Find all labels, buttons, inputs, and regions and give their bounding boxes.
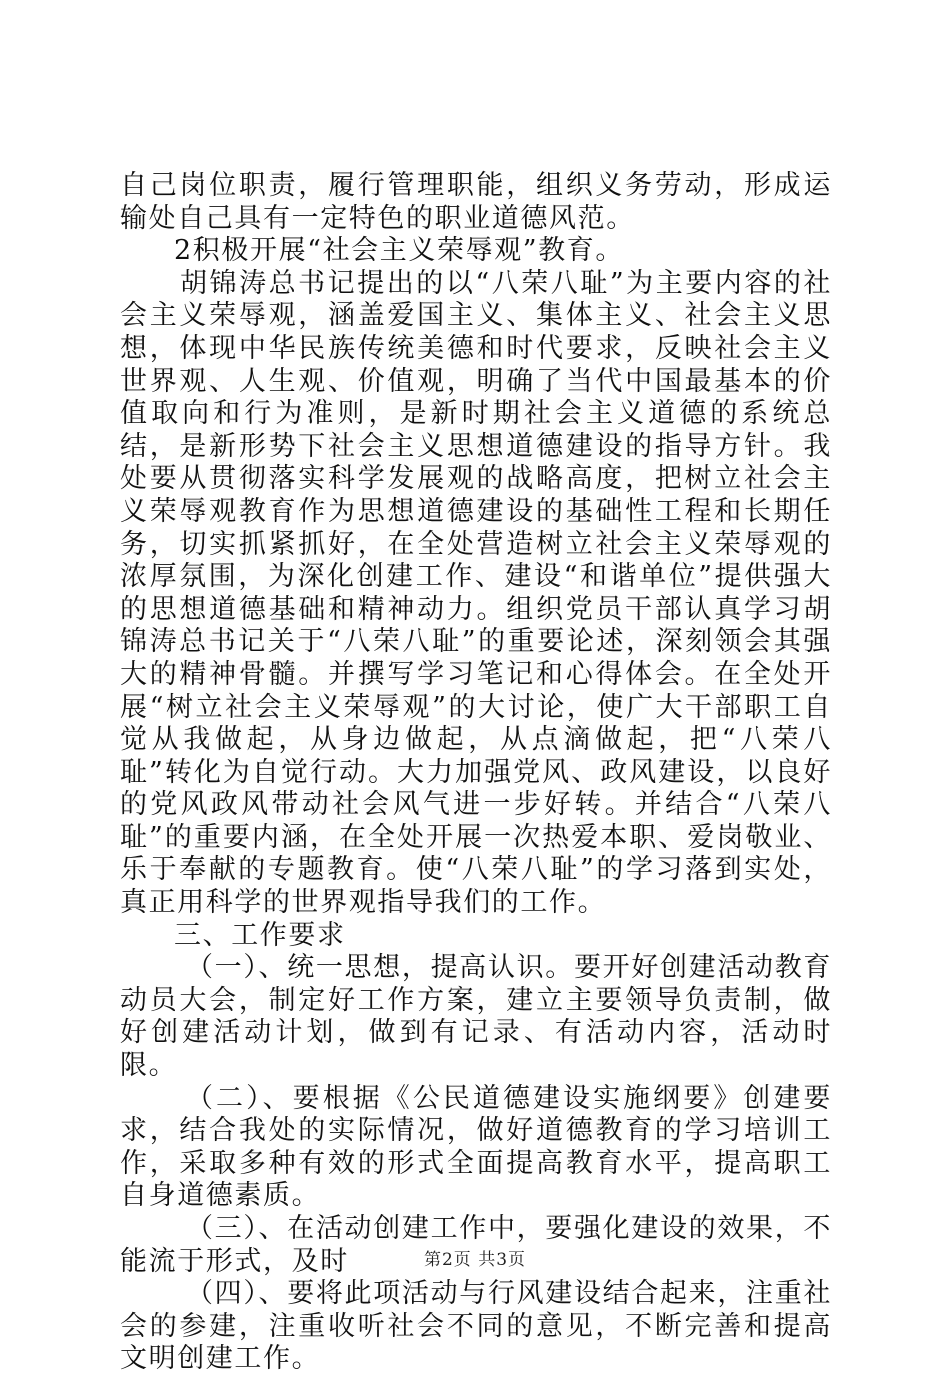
paragraph-honor-education-body: 胡锦涛总书记提出的以“八荣八耻”为主要内容的社会主义荣辱观，涵盖爱国主义、集体主义、社会主义思想，体现中华民族传统美德和时代要求，反映社会主义世界观、人生观、价值观，明确了当代中国最基本的价值取向和行为准则，是新时期社会主义道德的系统总结，是新形势下社会主义思想道德建设的指导方针。我处要从贯彻落实科学发展观的战略高度，把树立社会主义荣辱观教育作为思想道德建设的基础性工程和长期任务，切实抓紧抓好，在全处营造树立社会主义荣辱观的浓厚氛围，为深化创建工作、建设“和谐单位”提供强大的思想道德基础和精神动力。组织党员干部认真学习胡锦涛总书记关于“八荣八耻”的重要论述，深刻领会其强大的精神骨髓。并撰写学习笔记和心得体会。在全处开展“树立社会主义荣辱观”的大讨论，使广大干部职工自觉从我做起，从身边做起，从点滴做起，把“八荣八耻”转化为自觉行动。大力加强党风、政风建设，以良好的党风政风带动社会风气进一步好转。并结合“八荣八耻”的重要内涵，在全处开展一次热爱本职、爱岗敬业、乐于奉献的专题教育。使“八荣八耻”的学习落到实处，真正用科学的世界观指导我们的工作。 (120, 267, 832, 919)
page-number-footer: 第2页 共3页 (423, 1250, 527, 1270)
paragraph-requirement-2: （二）、要根据《公民道德建设实施纲要》创建要求，结合我处的实际情况，做好道德教育的学习培训工作，采取多种有效的形式全面提高教育水平，提高职工自身道德素质。 (120, 1082, 832, 1212)
paragraph-heading-honor-education: 2积极开展“社会主义荣辱观”教育。 (174, 235, 624, 267)
paragraph-continuation: 自己岗位职责，履行管理职能，组织义务劳动，形成运输处自己具有一定特色的职业道德风范。 (120, 170, 832, 234)
paragraph-requirement-1: （一）、统一思想，提高认识。要开好创建活动教育动员大会，制定好工作方案，建立主要领导负责制，做好创建活动计划，做到有记录、有活动内容，活动时限。 (120, 952, 832, 1082)
section-heading-work-requirements: 三、工作要求 (174, 919, 346, 951)
paragraph-requirement-4: （四）、要将此项活动与行风建设结合起来，注重社会的参建，注重收听社会不同的意见，不断完善和提高文明创建工作。 (120, 1278, 832, 1375)
paragraph-requirement-3: （三）、在活动创建工作中，要强化建设的效果，不能流于形式，及时 (120, 1213, 832, 1277)
document-body (120, 170, 832, 1376)
